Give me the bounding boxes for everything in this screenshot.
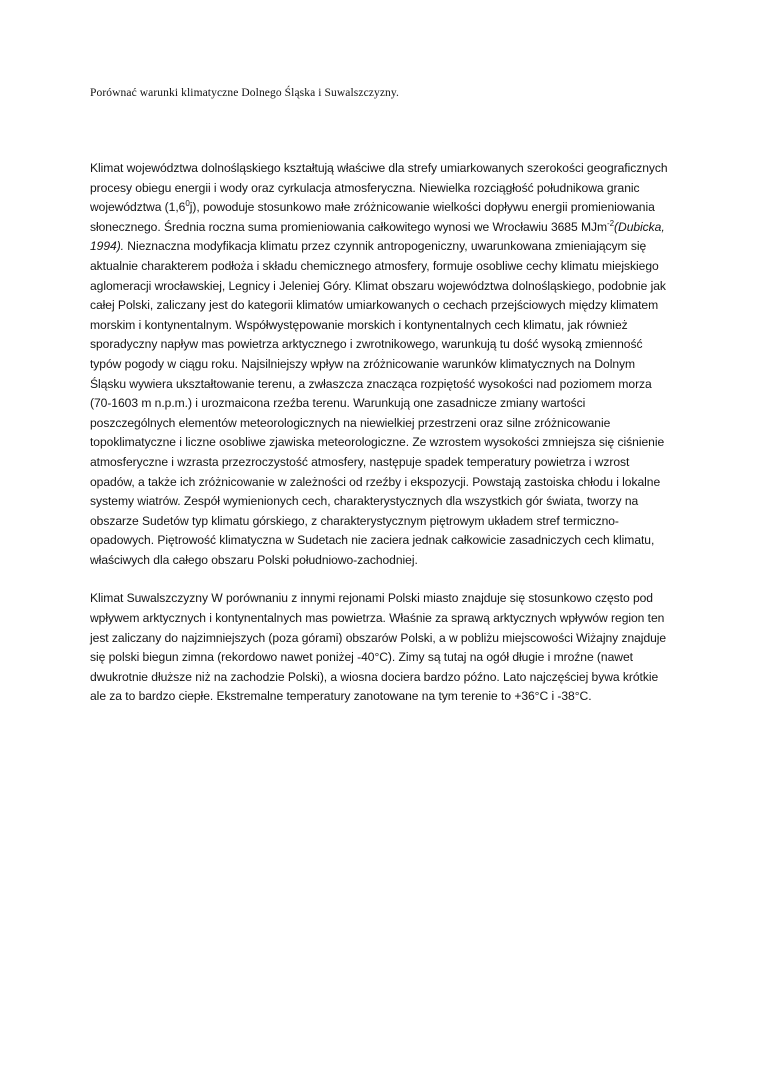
document-title-line: Porównać warunki klimatyczne Dolnego Śląska i Suwalszczyzny. [90,87,399,99]
superscript-exponent: -2 [607,218,615,228]
paragraph-1-text-a: Klimat województwa dolnośląskiego kształtują właściwe dla strefy umiarkowanych szerokości geograficznych procesy obiegu energii i wody oraz cyrkulacja atmosferyczna. Niewielka rozciągłość południkowa granic województwa (1,6 [90,161,668,215]
title-body-spacer [90,101,670,159]
citation-dubicka: (Dubicka, 1994). [90,219,665,254]
paragraph-1-text-b: j), powoduje stosunkowo małe zróżnicowanie wielkości dopływu energii promieniowania słonecznego. Średnia roczna suma promieniowania całkowitego wynosi we Wrocławiu 3685 MJm [90,200,655,234]
document-content [90,86,670,707]
paragraph-dolny-slask [90,159,670,570]
paragraph-spacer [90,570,670,589]
superscript-degree: 0 [185,199,190,209]
paragraph-1-text-c: Nieznaczna modyfikacja klimatu przez czynnik antropogeniczny, uwarunkowana zmieniającym się aktualnie charakterem podłoża i składu chemicznego atmosfery, formuje osobliwe cechy klimatu miejskiego aglomeracji wrocławskiej, Legnicy i Jeleniej Góry. Klimat obszaru województwa dolnośląskiego, podobnie jak całej Polski, zaliczany jest do kategorii klimatów umiarkowanych o cechach przejściowych między klimatem morskim i kontynentalnym. Współwystępowanie morskich i kontynentalnych cech klimatu, jak również sporadyczny napływ mas powietrza arktycznego i zwrotnikowego, warunkują tu dość wysoką zmienność typów pogody w ciągu roku. Najsilniejszy wpływ na zróżnicowanie warunków klimatycznych na Dolnym Śląsku wywiera ukształtowanie terenu, a zwłaszcza znacząca rozpiętość wysokości nad poziomem morza (70-1603 m n.p.m.) i urozmaicona rzeźba terenu. Warunkują one zasadnicze zmiany wartości poszczególnych elementów meteorologicznych na niewielkiej przestrzeni oraz silne zróżnicowanie topoklimatyczne i liczne osobliwe zjawiska meteorologiczne. Ze wzrostem wysokości zmniejsza się ciśnienie atmosferyczne i wzrasta przezroczystość atmosfery, następuje spadek temperatury powietrza i wzrost opadów, a także ich zróżnicowanie w zależności od rzeźby i ekspozycji. Powstają zastoiska chłodu i lokalne systemy wiatrów. Zespół wymienionych cech, charakterystycznych dla wszystkich gór świata, tworzy na obszarze Sudetów typ klimatu górskiego, z charakterystycznym piętrowym układem stref termiczno-opadowych. Piętrowość klimatyczna w Sudetach nie zaciera jednak całkowicie zasadniczych cech klimatu, właściwych dla całego obszaru Polski południowo-zachodniej. [90,239,666,567]
paragraph-suwalszczyzna: Klimat Suwalszczyzny W porównaniu z innymi rejonami Polski miasto znajduje się stosunkowo często pod wpływem arktycznych i kontynentalnych mas powietrza. Właśnie za sprawą arktycznych wpływów region ten jest zaliczany do najzimniejszych (poza górami) obszarów Polski, a w pobliżu miejscowości Wiżajny znajduje się polski biegun zimna (rekordowo nawet poniżej -40°C). Zimy są tutaj na ogół długie i mroźne (nawet dwukrotnie dłuższe niż na zachodzie Polski), a wiosna dociera bardzo późno. Lato najczęściej bywa krótkie ale za to bardzo ciepłe. Ekstremalne temperatury zanotowane na tym terenie to +36°C i -38°C. [90,591,667,704]
